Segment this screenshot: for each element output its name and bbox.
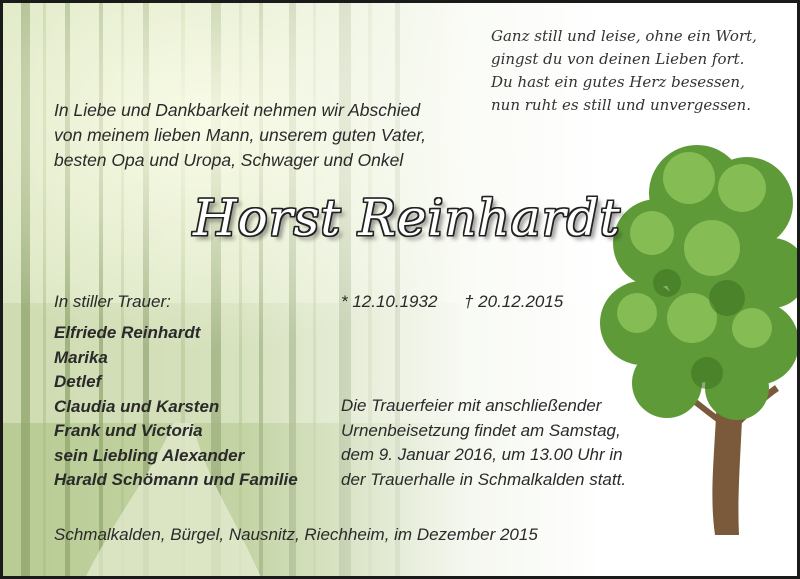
mourner-name: Claudia und Karsten bbox=[54, 396, 220, 416]
mourning-label: In stiller Trauer: bbox=[54, 292, 171, 311]
mourners-list bbox=[54, 321, 298, 493]
funeral-line: Urnenbeisetzung findet am Samstag, bbox=[341, 420, 621, 440]
intro-line: In Liebe und Dankbarkeit nehmen wir Abschied bbox=[54, 100, 421, 120]
mourner-name: Elfriede Reinhardt bbox=[54, 323, 201, 342]
mourner-name: Harald Schömann und Familie bbox=[54, 470, 298, 489]
mourner-name: Detlef bbox=[54, 372, 102, 391]
funeral-line: Die Trauerfeier mit anschließender bbox=[341, 396, 602, 415]
poem-line: Du hast ein gutes Herz besessen, bbox=[491, 73, 745, 91]
poem-line: nun ruht es still und unvergessen. bbox=[491, 96, 751, 114]
funeral-line: dem 9. Januar 2016, um 13.00 Uhr in bbox=[341, 445, 623, 464]
intro-text bbox=[54, 98, 426, 173]
mourner-name: sein Liebling Alexander bbox=[54, 445, 245, 465]
intro-line: besten Opa und Uropa, Schwager und Onkel bbox=[54, 150, 404, 170]
poem-line: gingst du von deinen Lieben fort. bbox=[491, 50, 745, 68]
death-date: † 20.12.2015 bbox=[464, 292, 564, 311]
mourner-name: Frank und Victoria bbox=[54, 421, 203, 440]
place-date: Schmalkalden, Bürgel, Nausnitz, Riechheim, im Dezember 2015 bbox=[54, 525, 538, 544]
mourner-name: Marika bbox=[54, 347, 108, 367]
tree-image bbox=[597, 133, 797, 543]
funeral-line: der Trauerhalle in Schmalkalden statt. bbox=[341, 469, 627, 489]
poem-verse bbox=[491, 25, 757, 117]
poem-line: Ganz still und leise, ohne ein Wort, bbox=[491, 27, 757, 45]
funeral-details bbox=[341, 394, 626, 492]
birth-date: * 12.10.1932 bbox=[341, 292, 438, 311]
intro-line: von meinem lieben Mann, unserem guten Vater, bbox=[54, 125, 426, 145]
deceased-name: Horst Reinhardt bbox=[193, 189, 621, 247]
